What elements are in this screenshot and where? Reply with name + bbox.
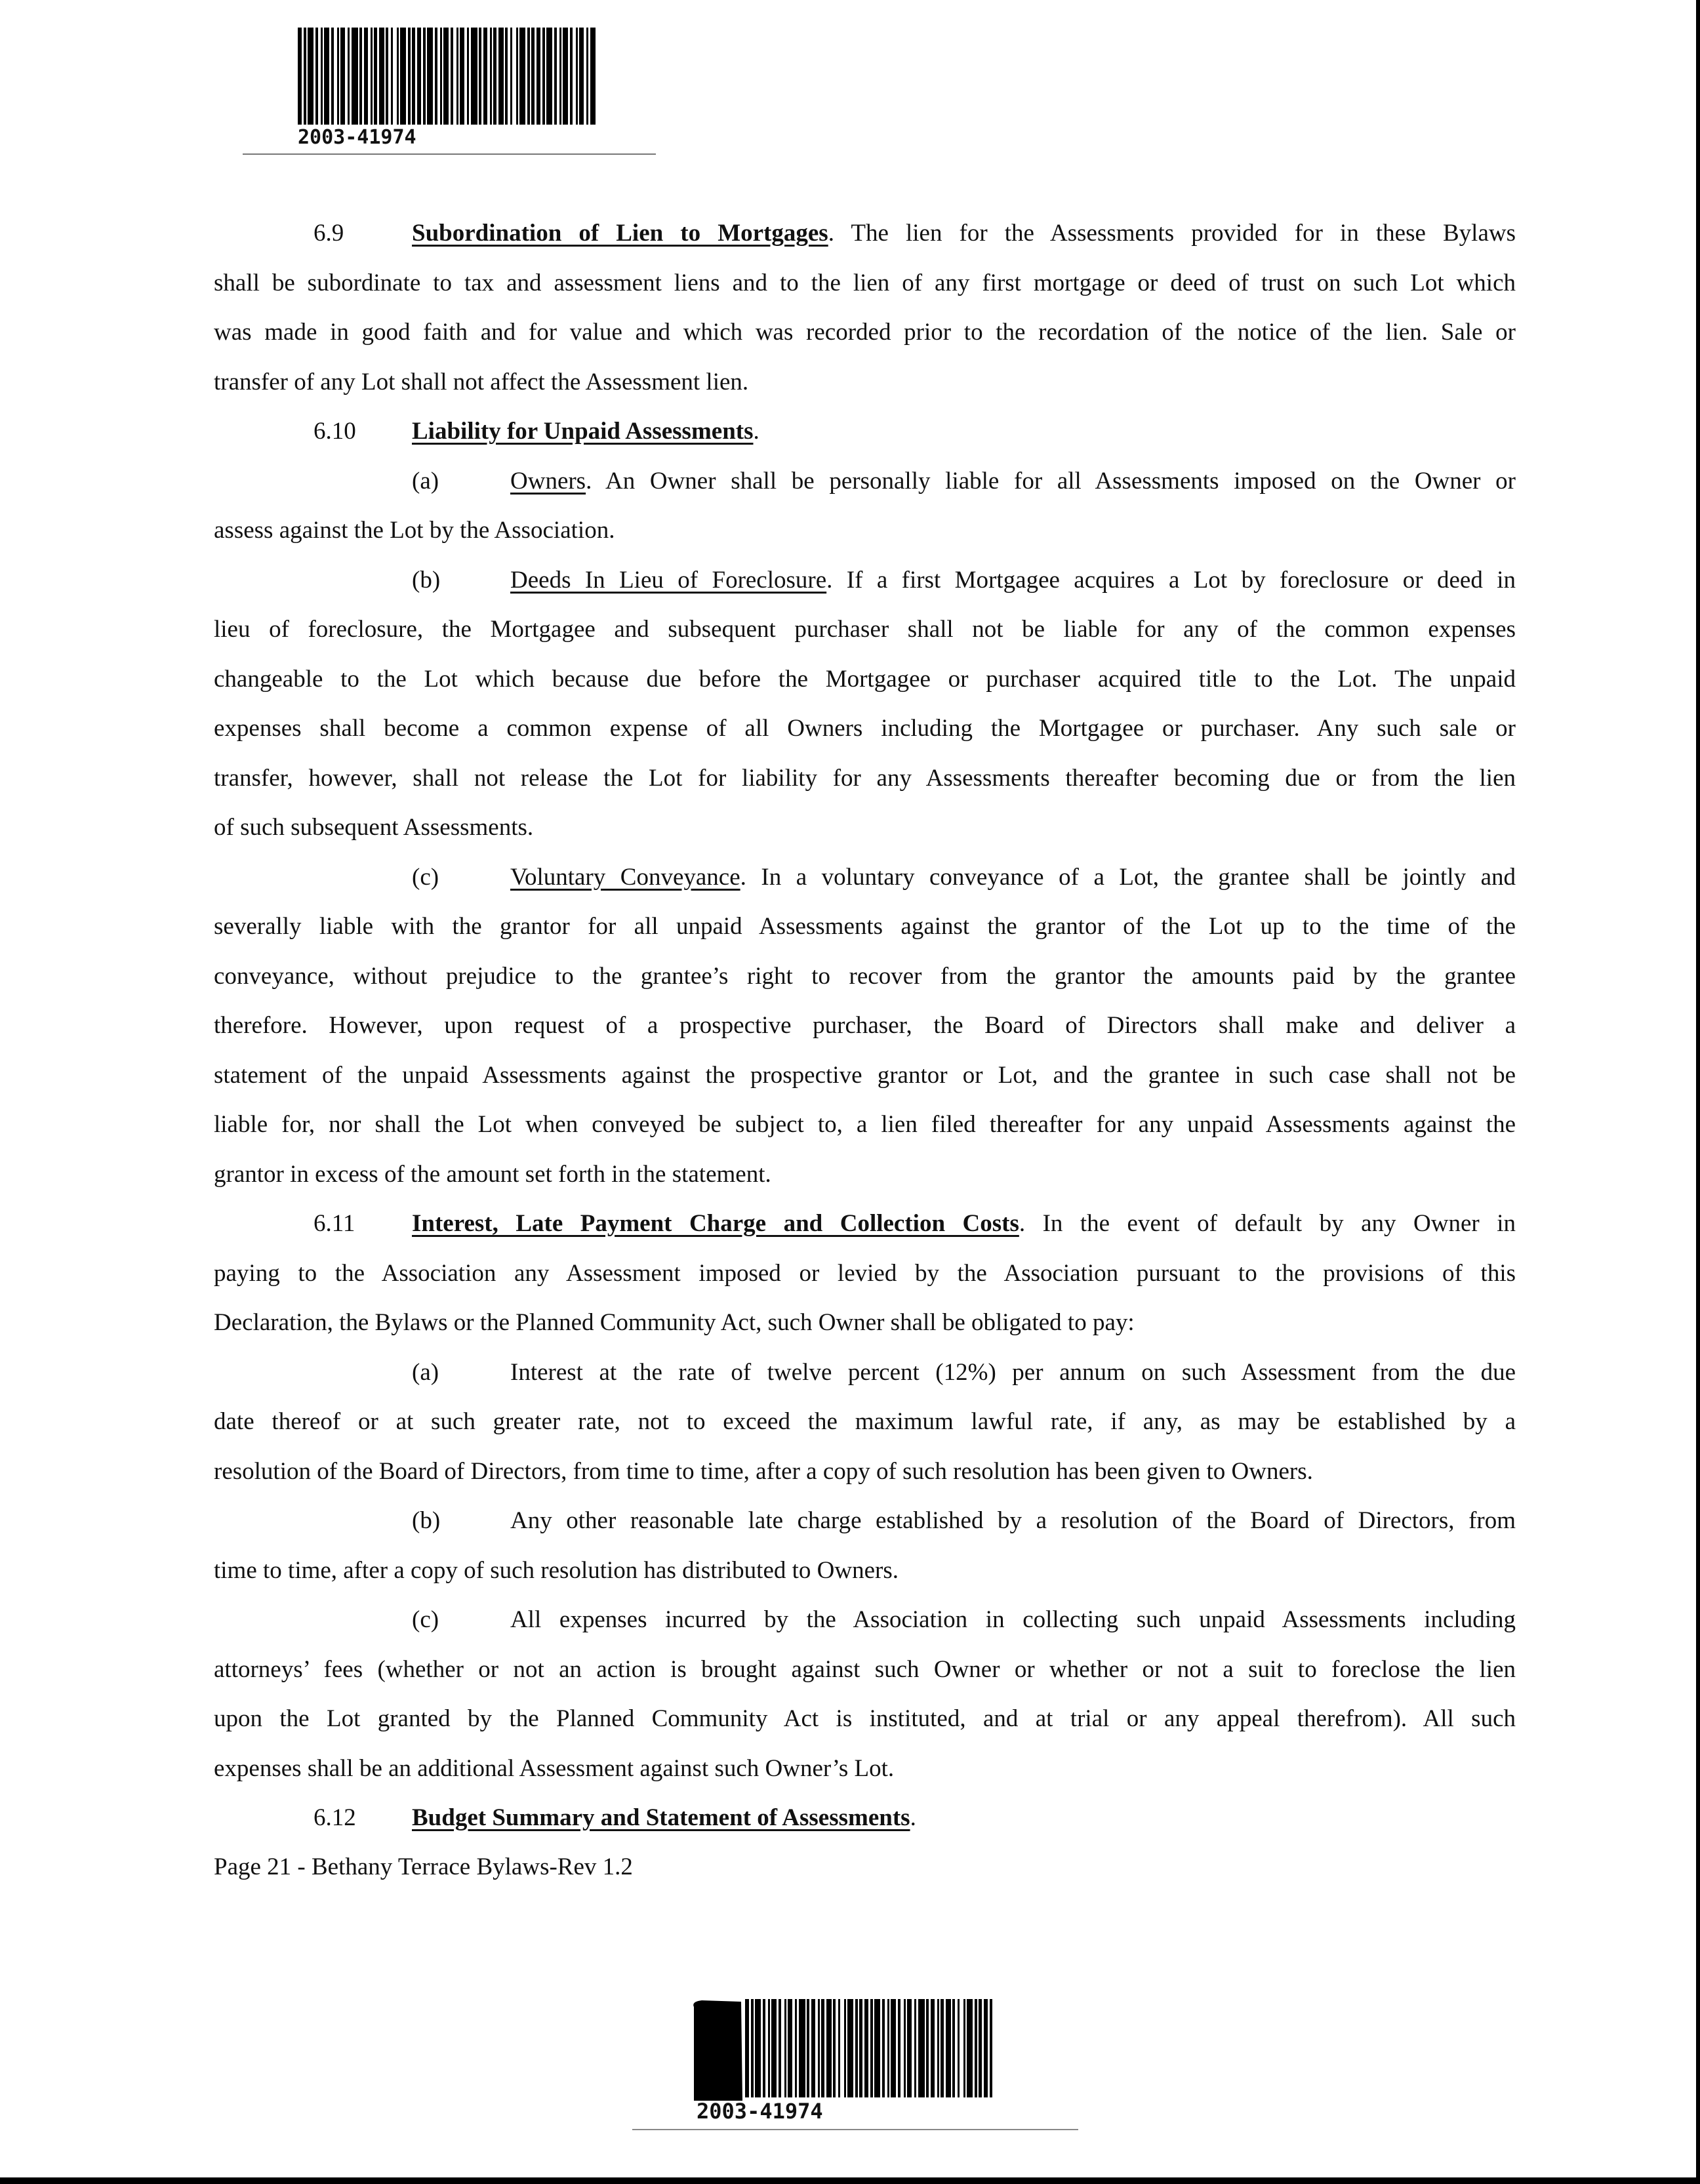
item-text: . If a first Mortgagee acquires a Lot by foreclosure or deed in: [826, 566, 1516, 594]
item-text: Any other reasonable late charge established by a resolution of the Board of Directors, from: [510, 1507, 1516, 1534]
barcode-bar: [352, 28, 358, 125]
body-line: lieu of foreclosure, the Mortgagee and subsequent purchaser shall not be liable for any of the common expenses: [214, 616, 1516, 643]
barcode-bar: [315, 28, 318, 125]
barcode-bar: [542, 28, 545, 125]
body-line: statement of the unpaid Assessments against the prospective grantor or Lot, and the grantee in such case shall not be: [214, 1061, 1516, 1089]
barcode-bar: [826, 1999, 832, 2097]
body-line: changeable to the Lot which because due before the Mortgagee or purchaser acquired title to the Lot. The unpaid: [214, 665, 1516, 693]
barcode-bar: [859, 1999, 862, 2097]
body-line: severally liable with the grantor for all unpaid Assessments against the grantor of the Lot up to the time of the: [214, 913, 1516, 940]
barcode-bar: [788, 1999, 792, 2097]
section-heading: Budget Summary and Statement of Assessments: [412, 1804, 910, 1831]
barcode-bar: [745, 1999, 749, 2097]
barcode-bar: [321, 28, 323, 125]
barcode-bar: [456, 28, 458, 125]
barcode-bar: [527, 28, 530, 125]
barcode-bar: [364, 28, 368, 125]
barcode-bar: [586, 28, 588, 125]
barcode-bar: [844, 1999, 846, 2097]
item-label: (a): [412, 467, 439, 495]
body-line: liable for, nor shall the Lot when conveyed be subject to, a lien filed thereafter for any unpaid Assessments against the: [214, 1111, 1516, 1138]
item-label: (c): [412, 1606, 439, 1633]
barcode-bar: [990, 1999, 992, 2097]
section-heading: Interest, Late Payment Charge and Collection Costs: [412, 1210, 1019, 1237]
scan-border-bottom: [0, 2177, 1700, 2184]
barcode-bottom-rule: [632, 2129, 1078, 2130]
barcode-bar: [331, 28, 334, 125]
barcode-bar: [771, 1999, 777, 2097]
barcode-bar: [763, 1999, 765, 2097]
item-title: Owners: [510, 467, 586, 495]
item-title: Voluntary Conveyance: [510, 863, 740, 891]
barcode-bar: [967, 1999, 973, 2097]
barcode-bar: [510, 28, 512, 125]
body-line: of such subsequent Assessments.: [214, 814, 534, 841]
barcode-bar: [821, 1999, 824, 2097]
item-6-10-a-first-line: [214, 456, 1516, 506]
barcode-bar: [490, 28, 492, 125]
barcode-bar: [379, 28, 384, 125]
barcode-bar: [864, 1999, 868, 2097]
barcode-bar: [423, 28, 426, 125]
section-text: . The lien for the Assessments provided for in these Bylaws: [828, 220, 1516, 247]
barcode-bar: [374, 28, 377, 125]
barcode-bar: [833, 1999, 836, 2097]
barcode-bar: [546, 28, 552, 125]
barcode-bar: [519, 28, 525, 125]
barcode-bar: [937, 1999, 939, 2097]
barcode-bar: [784, 1999, 786, 2097]
body-line: expenses shall become a common expense of all Owners including the Mortgagee or purchaser. Any such sale or: [214, 715, 1516, 742]
barcode-bar: [907, 1999, 912, 2097]
barcode-bar: [417, 28, 421, 125]
scan-border-right: [1696, 0, 1700, 2184]
body-line: transfer of any Lot shall not affect the Assessment lien.: [214, 368, 749, 395]
section-6-11-first-line: [214, 1199, 1516, 1249]
barcode-bar: [304, 28, 306, 125]
barcode-bar: [576, 28, 578, 125]
barcode-bar: [891, 1999, 896, 2097]
barcode-bar: [559, 28, 561, 125]
barcode-bar: [941, 1999, 944, 2097]
item-6-11-a-first-line: [214, 1348, 1516, 1398]
body-line: shall be subordinate to tax and assessment liens and to the lien of any first mortgage or deed of trust on such Lot which: [214, 269, 1516, 296]
barcode-bar: [952, 1999, 955, 2097]
barcode-bar: [755, 1999, 761, 2097]
barcode-bar: [946, 1999, 951, 2097]
page-footer: Page 21 - Bethany Terrace Bylaws-Rev 1.2: [214, 1853, 633, 1880]
item-text: Interest at the rate of twelve percent (12%) per annum on such Assessment from the due: [510, 1358, 1516, 1386]
barcode-bar: [590, 28, 596, 125]
barcode-bar: [979, 1999, 982, 2097]
barcode-bar: [554, 28, 557, 125]
barcode-bar: [963, 1999, 965, 2097]
item-label: (c): [412, 863, 439, 891]
barcode-bar: [882, 1999, 885, 2097]
barcode-bar: [579, 28, 584, 125]
barcode-bar: [811, 1999, 815, 2097]
section-6-9-first-line: [214, 209, 1516, 258]
barcode-bar: [467, 28, 469, 125]
barcode-bar: [751, 1999, 754, 2097]
section-number: 6.11: [314, 1210, 355, 1237]
section-number: 6.12: [314, 1804, 356, 1831]
barcode-bar: [440, 28, 442, 125]
section-6-9-lead: [412, 209, 1516, 258]
barcode-bar: [359, 28, 362, 125]
barcode-bar: [391, 28, 393, 125]
barcode-bar: [904, 1999, 906, 2097]
section-number: 6.9: [314, 220, 344, 247]
barcode-bar: [348, 28, 350, 125]
barcode-bar: [412, 28, 415, 125]
item-title: Deeds In Lieu of Foreclosure: [510, 566, 827, 594]
item-6-10-b-first-line: [214, 556, 1516, 605]
section-text: . In the event of default by any Owner in: [1019, 1210, 1516, 1237]
barcode-bar: [855, 1999, 858, 2097]
barcode-top-number: 2003-41974: [298, 126, 416, 149]
barcode-bar: [324, 28, 329, 125]
body-line: expenses shall be an additional Assessment against such Owner’s Lot.: [214, 1754, 895, 1782]
item-6-11-b-first-line: [214, 1496, 1516, 1546]
barcode-bar: [887, 1999, 889, 2097]
barcode-bar: [536, 28, 540, 125]
barcode-bar: [958, 1999, 960, 2097]
barcode-bar: [531, 28, 535, 125]
barcode-bar: [408, 28, 411, 125]
barcode-bottom: [690, 1999, 993, 2124]
item-6-10-c-first-line: [214, 853, 1516, 902]
barcode-bar: [483, 28, 487, 125]
barcode-bar: [818, 1999, 820, 2097]
barcode-bar: [838, 1999, 840, 2097]
barcode-bar: [340, 28, 345, 125]
barcode-bar: [563, 28, 568, 125]
barcode-bar: [427, 28, 433, 125]
body-line: conveyance, without prejudice to the grantee’s right to recover from the grantor the amounts paid by the grantee: [214, 962, 1516, 990]
item-label: (a): [412, 1358, 439, 1386]
document-body: [214, 209, 1516, 1843]
barcode-bar: [847, 1999, 853, 2097]
section-punct: .: [910, 1804, 916, 1831]
barcode-bar: [400, 28, 406, 125]
item-text: . In a voluntary conveyance of a Lot, the grantee shall be jointly and: [740, 863, 1516, 891]
item-6-11-c-first-line: [214, 1595, 1516, 1645]
item-label: (b): [412, 566, 441, 594]
body-line: attorneys’ fees (whether or not an action is brought against such Owner or whether or not a suit to foreclose the lien: [214, 1655, 1516, 1683]
barcode-bar: [371, 28, 373, 125]
barcode-bar: [870, 1999, 873, 2097]
barcode-bar: [498, 28, 504, 125]
item-label: (b): [412, 1507, 441, 1534]
barcode-top-rule: [243, 153, 656, 155]
barcode-bar: [516, 28, 518, 125]
barcode-bar: [308, 28, 314, 125]
barcode-bottom-bars: [690, 1999, 993, 2101]
barcode-bar: [898, 1999, 901, 2097]
barcode-bar: [451, 28, 453, 125]
body-line: therefore. However, upon request of a prospective purchaser, the Board of Directors shall make and deliver a: [214, 1012, 1516, 1039]
barcode-bar: [779, 1999, 781, 2097]
barcode-bar: [505, 28, 508, 125]
barcode-top-bars: [298, 28, 596, 126]
barcode-bar: [984, 1999, 988, 2097]
barcode-bar: [570, 28, 573, 125]
barcode-bar: [471, 28, 477, 125]
item-text: . An Owner shall be personally liable for all Assessments imposed on the Owner or: [586, 467, 1516, 495]
barcode-bar: [298, 28, 302, 125]
section-heading: Liability for Unpaid Assessments: [412, 418, 754, 445]
item-text: All expenses incurred by the Association in collecting such unpaid Assessments including: [510, 1606, 1516, 1633]
barcode-bar: [874, 1999, 880, 2097]
section-number: 6.10: [314, 418, 356, 445]
barcode-bar: [479, 28, 481, 125]
barcode-bar: [795, 1999, 797, 2097]
barcode-bar: [926, 1999, 929, 2097]
barcode-bar: [768, 1999, 770, 2097]
section-6-12-heading: [214, 1793, 1516, 1843]
barcode-bar: [397, 28, 399, 125]
body-line: assess against the Lot by the Association.: [214, 517, 615, 544]
barcode-bar: [918, 1999, 925, 2097]
body-line: Declaration, the Bylaws or the Planned Community Act, such Owner shall be obligated to pay:: [214, 1309, 1135, 1336]
barcode-bar: [799, 1999, 805, 2097]
barcode-bar: [435, 28, 437, 125]
body-line: grantor in excess of the amount set forth in the statement.: [214, 1160, 771, 1188]
section-punct: .: [753, 418, 759, 445]
section-heading: Subordination of Lien to Mortgages: [412, 220, 828, 247]
section-6-10-heading: [214, 407, 1516, 456]
barcode-bar: [337, 28, 339, 125]
body-line: upon the Lot granted by the Planned Community Act is instituted, and at trial or any appeal therefrom). All such: [214, 1705, 1516, 1732]
body-line: resolution of the Board of Directors, from time to time, after a copy of such resolution has been given to Owners.: [214, 1457, 1313, 1485]
barcode-bar: [975, 1999, 977, 2097]
barcode-bar: [460, 28, 464, 125]
body-line: time to time, after a copy of such resolution has distributed to Owners.: [214, 1556, 899, 1584]
barcode-bar: [386, 28, 388, 125]
barcode-bar: [914, 1999, 916, 2097]
barcode-top: [298, 28, 596, 149]
barcode-bar: [807, 1999, 809, 2097]
barcode-bar: [443, 28, 449, 125]
body-line: paying to the Association any Assessment imposed or levied by the Association pursuant to the provisions of this: [214, 1259, 1516, 1287]
body-line: transfer, however, shall not release the Lot for liability for any Assessments thereafter becoming due or from the lien: [214, 764, 1516, 792]
barcode-bottom-number: 2003-41974: [697, 2099, 823, 2124]
barcode-smudge: [693, 2000, 742, 2101]
barcode-bar: [493, 28, 496, 125]
barcode-bar: [931, 1999, 935, 2097]
body-line: was made in good faith and for value and which was recorded prior to the recordation of the notice of the lien. Sale or: [214, 319, 1516, 346]
body-line: date thereof or at such greater rate, not to exceed the maximum lawful rate, if any, as may be established by a: [214, 1408, 1516, 1435]
